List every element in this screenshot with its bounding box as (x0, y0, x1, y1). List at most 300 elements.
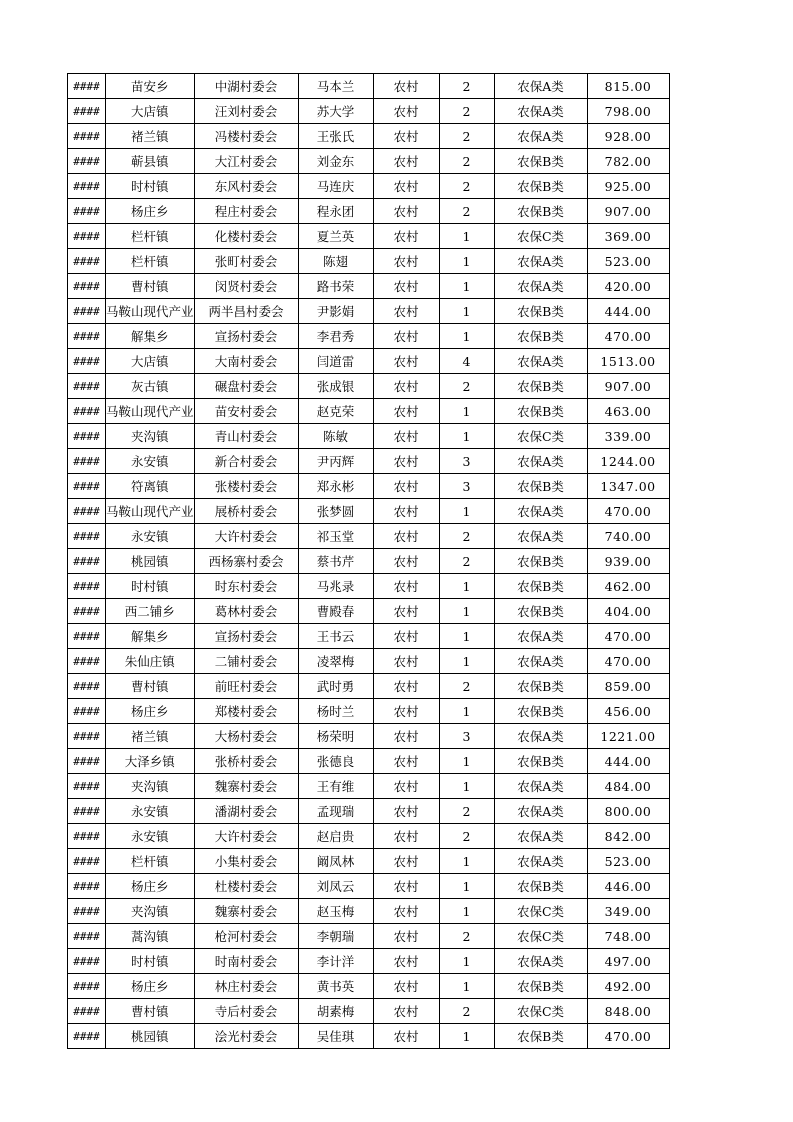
household-type-cell: 农村 (373, 299, 439, 324)
table-row (68, 624, 670, 649)
table-row (68, 924, 670, 949)
person-count-cell: 1 (439, 774, 494, 799)
village-cell: 潘湖村委会 (194, 799, 298, 824)
insurance-category-cell: 农保B类 (494, 299, 587, 324)
insurance-category-cell: 农保A类 (494, 774, 587, 799)
town-cell: 杨庄乡 (106, 699, 195, 724)
table-row (68, 474, 670, 499)
insurance-category-cell: 农保C类 (494, 999, 587, 1024)
town-cell: 永安镇 (106, 524, 195, 549)
name-cell: 黄书英 (298, 974, 373, 999)
name-cell: 刘凤云 (298, 874, 373, 899)
household-type-cell: 农村 (373, 874, 439, 899)
name-cell: 马本兰 (298, 74, 373, 99)
village-cell: 张桥村委会 (194, 749, 298, 774)
household-type-cell: 农村 (373, 449, 439, 474)
household-type-cell: 农村 (373, 999, 439, 1024)
household-type-cell: 农村 (373, 174, 439, 199)
town-cell: 杨庄乡 (106, 974, 195, 999)
amount-cell: 1347.00 (587, 474, 669, 499)
table-row (68, 299, 670, 324)
table-row (68, 424, 670, 449)
table-row (68, 99, 670, 124)
table-row (68, 799, 670, 824)
record-id-cell: #### (68, 99, 106, 124)
person-count-cell: 2 (439, 174, 494, 199)
record-id-cell: #### (68, 424, 106, 449)
amount-cell: 446.00 (587, 874, 669, 899)
insurance-category-cell: 农保B类 (494, 324, 587, 349)
person-count-cell: 4 (439, 349, 494, 374)
town-cell: 曹村镇 (106, 674, 195, 699)
name-cell: 马兆录 (298, 574, 373, 599)
insurance-category-cell: 农保A类 (494, 449, 587, 474)
amount-cell: 462.00 (587, 574, 669, 599)
name-cell: 阚凤林 (298, 849, 373, 874)
person-count-cell: 2 (439, 524, 494, 549)
village-cell: 葛林村委会 (194, 599, 298, 624)
name-cell: 马连庆 (298, 174, 373, 199)
record-id-cell: #### (68, 174, 106, 199)
name-cell: 李君秀 (298, 324, 373, 349)
village-cell: 前旺村委会 (194, 674, 298, 699)
person-count-cell: 1 (439, 949, 494, 974)
insurance-category-cell: 农保A类 (494, 824, 587, 849)
table-row (68, 999, 670, 1024)
insurance-category-cell: 农保B类 (494, 974, 587, 999)
insurance-category-cell: 农保B类 (494, 374, 587, 399)
person-count-cell: 1 (439, 299, 494, 324)
amount-cell: 800.00 (587, 799, 669, 824)
name-cell: 杨时兰 (298, 699, 373, 724)
town-cell: 马鞍山现代产业 (106, 499, 195, 524)
record-id-cell: #### (68, 674, 106, 699)
amount-cell: 339.00 (587, 424, 669, 449)
name-cell: 孟现瑞 (298, 799, 373, 824)
village-cell: 展桥村委会 (194, 499, 298, 524)
household-type-cell: 农村 (373, 349, 439, 374)
name-cell: 陈翅 (298, 249, 373, 274)
record-id-cell: #### (68, 1024, 106, 1049)
table-row (68, 499, 670, 524)
insurance-category-cell: 农保A类 (494, 349, 587, 374)
household-type-cell: 农村 (373, 1024, 439, 1049)
town-cell: 时村镇 (106, 174, 195, 199)
household-type-cell: 农村 (373, 474, 439, 499)
town-cell: 解集乡 (106, 324, 195, 349)
household-type-cell: 农村 (373, 149, 439, 174)
name-cell: 凌翠梅 (298, 649, 373, 674)
town-cell: 蕲县镇 (106, 149, 195, 174)
person-count-cell: 1 (439, 499, 494, 524)
town-cell: 大店镇 (106, 349, 195, 374)
insurance-category-cell: 农保B类 (494, 474, 587, 499)
town-cell: 曹村镇 (106, 999, 195, 1024)
amount-cell: 523.00 (587, 849, 669, 874)
household-type-cell: 农村 (373, 574, 439, 599)
name-cell: 王有维 (298, 774, 373, 799)
person-count-cell: 3 (439, 449, 494, 474)
table-row (68, 124, 670, 149)
amount-cell: 470.00 (587, 1024, 669, 1049)
record-id-cell: #### (68, 574, 106, 599)
village-cell: 魏寨村委会 (194, 774, 298, 799)
record-id-cell: #### (68, 274, 106, 299)
person-count-cell: 1 (439, 324, 494, 349)
table-body (68, 74, 670, 1049)
record-id-cell: #### (68, 399, 106, 424)
insurance-category-cell: 农保B类 (494, 1024, 587, 1049)
insurance-category-cell: 农保B类 (494, 699, 587, 724)
town-cell: 马鞍山现代产业 (106, 299, 195, 324)
town-cell: 时村镇 (106, 949, 195, 974)
town-cell: 曹村镇 (106, 274, 195, 299)
town-cell: 栏杆镇 (106, 224, 195, 249)
insurance-category-cell: 农保B类 (494, 749, 587, 774)
record-id-cell: #### (68, 499, 106, 524)
village-cell: 二铺村委会 (194, 649, 298, 674)
village-cell: 大杨村委会 (194, 724, 298, 749)
amount-cell: 444.00 (587, 299, 669, 324)
amount-cell: 748.00 (587, 924, 669, 949)
village-cell: 时东村委会 (194, 574, 298, 599)
town-cell: 杨庄乡 (106, 874, 195, 899)
table-row (68, 849, 670, 874)
record-id-cell: #### (68, 449, 106, 474)
town-cell: 灰古镇 (106, 374, 195, 399)
amount-cell: 907.00 (587, 199, 669, 224)
village-cell: 中湖村委会 (194, 74, 298, 99)
household-type-cell: 农村 (373, 774, 439, 799)
town-cell: 朱仙庄镇 (106, 649, 195, 674)
person-count-cell: 1 (439, 649, 494, 674)
town-cell: 苗安乡 (106, 74, 195, 99)
name-cell: 曹殿春 (298, 599, 373, 624)
name-cell: 杨荣明 (298, 724, 373, 749)
insurance-category-cell: 农保A类 (494, 949, 587, 974)
name-cell: 尹影娟 (298, 299, 373, 324)
amount-cell: 925.00 (587, 174, 669, 199)
record-id-cell: #### (68, 999, 106, 1024)
insurance-category-cell: 农保B类 (494, 549, 587, 574)
name-cell: 张德良 (298, 749, 373, 774)
town-cell: 时村镇 (106, 574, 195, 599)
table-row (68, 374, 670, 399)
table-row (68, 274, 670, 299)
insurance-category-cell: 农保A类 (494, 274, 587, 299)
household-type-cell: 农村 (373, 524, 439, 549)
person-count-cell: 1 (439, 974, 494, 999)
amount-cell: 470.00 (587, 624, 669, 649)
village-cell: 化楼村委会 (194, 224, 298, 249)
name-cell: 陈敏 (298, 424, 373, 449)
record-id-cell: #### (68, 724, 106, 749)
amount-cell: 456.00 (587, 699, 669, 724)
town-cell: 夹沟镇 (106, 774, 195, 799)
record-id-cell: #### (68, 649, 106, 674)
record-id-cell: #### (68, 349, 106, 374)
village-cell: 青山村委会 (194, 424, 298, 449)
name-cell: 蔡书芹 (298, 549, 373, 574)
village-cell: 苗安村委会 (194, 399, 298, 424)
table-row (68, 324, 670, 349)
village-cell: 大许村委会 (194, 824, 298, 849)
village-cell: 大南村委会 (194, 349, 298, 374)
record-id-cell: #### (68, 974, 106, 999)
table-row (68, 74, 670, 99)
person-count-cell: 1 (439, 1024, 494, 1049)
insurance-category-cell: 农保C类 (494, 924, 587, 949)
amount-cell: 782.00 (587, 149, 669, 174)
record-id-cell: #### (68, 774, 106, 799)
record-id-cell: #### (68, 299, 106, 324)
town-cell: 夹沟镇 (106, 899, 195, 924)
village-cell: 张町村委会 (194, 249, 298, 274)
person-count-cell: 2 (439, 374, 494, 399)
insurance-category-cell: 农保A类 (494, 849, 587, 874)
record-id-cell: #### (68, 74, 106, 99)
name-cell: 闫道雷 (298, 349, 373, 374)
record-id-cell: #### (68, 849, 106, 874)
table-row (68, 249, 670, 274)
household-type-cell: 农村 (373, 324, 439, 349)
insurance-category-cell: 农保C类 (494, 899, 587, 924)
name-cell: 赵克荣 (298, 399, 373, 424)
town-cell: 桃园镇 (106, 1024, 195, 1049)
insurance-category-cell: 农保C类 (494, 424, 587, 449)
village-cell: 枪河村委会 (194, 924, 298, 949)
record-id-cell: #### (68, 824, 106, 849)
town-cell: 大泽乡镇 (106, 749, 195, 774)
table-row (68, 149, 670, 174)
table-row (68, 1024, 670, 1049)
amount-cell: 463.00 (587, 399, 669, 424)
insurance-category-cell: 农保A类 (494, 499, 587, 524)
record-id-cell: #### (68, 624, 106, 649)
table-row (68, 399, 670, 424)
household-type-cell: 农村 (373, 849, 439, 874)
household-type-cell: 农村 (373, 399, 439, 424)
village-cell: 寺后村委会 (194, 999, 298, 1024)
record-id-cell: #### (68, 524, 106, 549)
person-count-cell: 1 (439, 224, 494, 249)
household-type-cell: 农村 (373, 724, 439, 749)
person-count-cell: 1 (439, 424, 494, 449)
village-cell: 新合村委会 (194, 449, 298, 474)
table-row (68, 949, 670, 974)
table-row (68, 874, 670, 899)
amount-cell: 470.00 (587, 499, 669, 524)
person-count-cell: 3 (439, 474, 494, 499)
amount-cell: 470.00 (587, 324, 669, 349)
village-cell: 杜楼村委会 (194, 874, 298, 899)
village-cell: 汪刘村委会 (194, 99, 298, 124)
person-count-cell: 2 (439, 674, 494, 699)
name-cell: 李计洋 (298, 949, 373, 974)
household-type-cell: 农村 (373, 824, 439, 849)
person-count-cell: 1 (439, 699, 494, 724)
table-row (68, 899, 670, 924)
name-cell: 赵玉梅 (298, 899, 373, 924)
household-type-cell: 农村 (373, 199, 439, 224)
village-cell: 碾盘村委会 (194, 374, 298, 399)
household-type-cell: 农村 (373, 924, 439, 949)
person-count-cell: 2 (439, 99, 494, 124)
record-id-cell: #### (68, 549, 106, 574)
village-cell: 张楼村委会 (194, 474, 298, 499)
household-type-cell: 农村 (373, 549, 439, 574)
town-cell: 永安镇 (106, 449, 195, 474)
town-cell: 永安镇 (106, 799, 195, 824)
village-cell: 郑楼村委会 (194, 699, 298, 724)
household-type-cell: 农村 (373, 499, 439, 524)
person-count-cell: 1 (439, 274, 494, 299)
insurance-category-cell: 农保A类 (494, 99, 587, 124)
table-row (68, 574, 670, 599)
amount-cell: 349.00 (587, 899, 669, 924)
name-cell: 郑永彬 (298, 474, 373, 499)
table-row (68, 824, 670, 849)
name-cell: 吴佳琪 (298, 1024, 373, 1049)
name-cell: 王张氏 (298, 124, 373, 149)
village-cell: 浍光村委会 (194, 1024, 298, 1049)
insurance-category-cell: 农保A类 (494, 124, 587, 149)
town-cell: 西二铺乡 (106, 599, 195, 624)
insurance-category-cell: 农保B类 (494, 399, 587, 424)
record-id-cell: #### (68, 149, 106, 174)
record-id-cell: #### (68, 374, 106, 399)
village-cell: 东风村委会 (194, 174, 298, 199)
village-cell: 林庄村委会 (194, 974, 298, 999)
amount-cell: 798.00 (587, 99, 669, 124)
amount-cell: 907.00 (587, 374, 669, 399)
name-cell: 李朝瑞 (298, 924, 373, 949)
name-cell: 刘金东 (298, 149, 373, 174)
name-cell: 祁玉堂 (298, 524, 373, 549)
table-row (68, 449, 670, 474)
household-type-cell: 农村 (373, 799, 439, 824)
table-row (68, 699, 670, 724)
table-row (68, 749, 670, 774)
village-cell: 魏寨村委会 (194, 899, 298, 924)
record-id-cell: #### (68, 799, 106, 824)
table-row (68, 774, 670, 799)
town-cell: 符离镇 (106, 474, 195, 499)
insurance-category-cell: 农保B类 (494, 674, 587, 699)
record-id-cell: #### (68, 924, 106, 949)
village-cell: 时南村委会 (194, 949, 298, 974)
household-type-cell: 农村 (373, 99, 439, 124)
amount-cell: 859.00 (587, 674, 669, 699)
amount-cell: 928.00 (587, 124, 669, 149)
amount-cell: 484.00 (587, 774, 669, 799)
town-cell: 栏杆镇 (106, 249, 195, 274)
household-type-cell: 农村 (373, 899, 439, 924)
town-cell: 蒿沟镇 (106, 924, 195, 949)
person-count-cell: 1 (439, 874, 494, 899)
amount-cell: 842.00 (587, 824, 669, 849)
town-cell: 栏杆镇 (106, 849, 195, 874)
person-count-cell: 2 (439, 824, 494, 849)
household-type-cell: 农村 (373, 674, 439, 699)
person-count-cell: 2 (439, 74, 494, 99)
record-id-cell: #### (68, 949, 106, 974)
village-cell: 小集村委会 (194, 849, 298, 874)
insurance-category-cell: 农保A类 (494, 624, 587, 649)
table-row (68, 649, 670, 674)
household-type-cell: 农村 (373, 949, 439, 974)
name-cell: 夏兰英 (298, 224, 373, 249)
village-cell: 两半昌村委会 (194, 299, 298, 324)
person-count-cell: 2 (439, 549, 494, 574)
household-type-cell: 农村 (373, 74, 439, 99)
insurance-category-cell: 农保B类 (494, 599, 587, 624)
town-cell: 永安镇 (106, 824, 195, 849)
name-cell: 胡素梅 (298, 999, 373, 1024)
table-row (68, 199, 670, 224)
person-count-cell: 1 (439, 749, 494, 774)
person-count-cell: 1 (439, 849, 494, 874)
person-count-cell: 2 (439, 124, 494, 149)
record-id-cell: #### (68, 874, 106, 899)
table-row (68, 224, 670, 249)
village-cell: 闵贤村委会 (194, 274, 298, 299)
household-type-cell: 农村 (373, 424, 439, 449)
amount-cell: 740.00 (587, 524, 669, 549)
insurance-category-cell: 农保A类 (494, 649, 587, 674)
amount-cell: 369.00 (587, 224, 669, 249)
amount-cell: 1221.00 (587, 724, 669, 749)
household-type-cell: 农村 (373, 374, 439, 399)
name-cell: 路书荣 (298, 274, 373, 299)
person-count-cell: 2 (439, 924, 494, 949)
village-cell: 冯楼村委会 (194, 124, 298, 149)
insurance-category-cell: 农保B类 (494, 149, 587, 174)
village-cell: 大江村委会 (194, 149, 298, 174)
person-count-cell: 1 (439, 399, 494, 424)
amount-cell: 420.00 (587, 274, 669, 299)
table-row (68, 674, 670, 699)
amount-cell: 523.00 (587, 249, 669, 274)
name-cell: 王书云 (298, 624, 373, 649)
record-id-cell: #### (68, 899, 106, 924)
town-cell: 大店镇 (106, 99, 195, 124)
amount-cell: 404.00 (587, 599, 669, 624)
person-count-cell: 1 (439, 599, 494, 624)
person-count-cell: 2 (439, 999, 494, 1024)
person-count-cell: 2 (439, 199, 494, 224)
table-row (68, 599, 670, 624)
amount-cell: 1244.00 (587, 449, 669, 474)
record-id-cell: #### (68, 199, 106, 224)
record-id-cell: #### (68, 324, 106, 349)
village-cell: 程庄村委会 (194, 199, 298, 224)
record-id-cell: #### (68, 699, 106, 724)
insurance-category-cell: 农保A类 (494, 724, 587, 749)
household-type-cell: 农村 (373, 224, 439, 249)
table-row (68, 174, 670, 199)
insurance-category-cell: 农保B类 (494, 574, 587, 599)
amount-cell: 444.00 (587, 749, 669, 774)
person-count-cell: 3 (439, 724, 494, 749)
table-row (68, 724, 670, 749)
town-cell: 褚兰镇 (106, 124, 195, 149)
name-cell: 武时勇 (298, 674, 373, 699)
town-cell: 马鞍山现代产业 (106, 399, 195, 424)
amount-cell: 848.00 (587, 999, 669, 1024)
insurance-category-cell: 农保B类 (494, 874, 587, 899)
household-type-cell: 农村 (373, 124, 439, 149)
